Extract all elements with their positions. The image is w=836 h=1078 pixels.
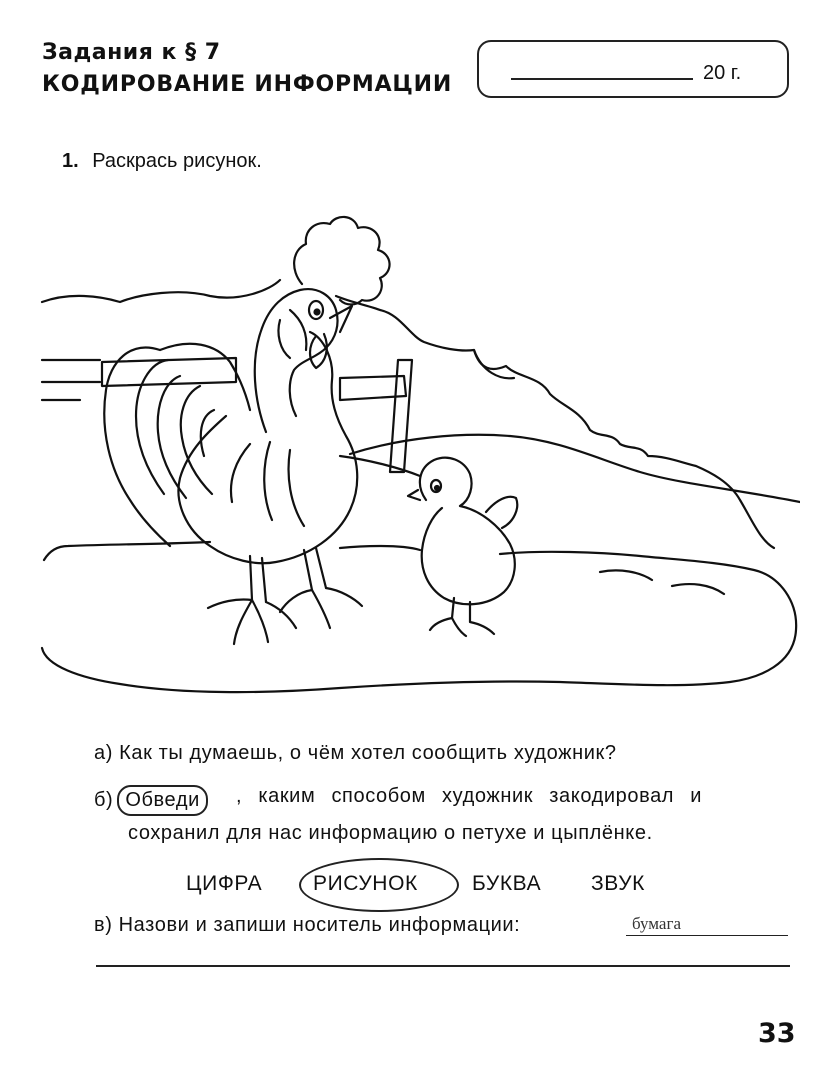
rooster-comb (294, 217, 389, 305)
task-number: 1. (62, 150, 79, 172)
option-zvuk[interactable]: ЗВУК (591, 872, 645, 895)
rooster-beak (330, 306, 352, 332)
fence-outline (102, 358, 236, 386)
answer-c-text[interactable]: бумага (632, 914, 681, 933)
date-box (477, 40, 789, 98)
section-subtitle: КОДИРОВАНИЕ ИНФОРМАЦИИ (42, 72, 453, 97)
ground-outline (42, 542, 796, 692)
rooster-tail (104, 344, 250, 546)
date-fill-line (511, 78, 693, 80)
blank-writing-line[interactable] (96, 965, 790, 967)
option-bukva[interactable]: БУКВА (472, 872, 542, 895)
chick-beak (408, 490, 420, 500)
option-risunok[interactable]: РИСУНОК (313, 872, 418, 895)
question-b-rest: , каким способом художник закодировал и (236, 785, 703, 807)
task-heading (62, 150, 262, 173)
question-b (94, 785, 208, 816)
question-b-line2: сохранил для нас информацию о петухе и цыплёнке. (128, 822, 653, 844)
question-c: в) Назови и запиши носитель информации: (94, 914, 521, 936)
answer-line-c (626, 935, 788, 936)
question-a: а) Как ты думаешь, о чём хотел сообщить художник? (94, 742, 617, 764)
section-title: Задания к § 7 (42, 40, 221, 65)
date-label: 20 г. (703, 62, 742, 84)
bushes-outline (42, 280, 280, 302)
circled-word-obvedi: Обведи (117, 785, 208, 816)
rooster-and-chick-drawing (40, 210, 800, 700)
rooster-head (255, 289, 338, 432)
hill-outline (350, 435, 800, 502)
page-number: 33 (758, 1018, 796, 1049)
option-cifra[interactable]: ЦИФРА (186, 872, 263, 895)
task-text: Раскрась рисунок. (92, 150, 262, 172)
question-b-prefix: б) (94, 789, 114, 811)
